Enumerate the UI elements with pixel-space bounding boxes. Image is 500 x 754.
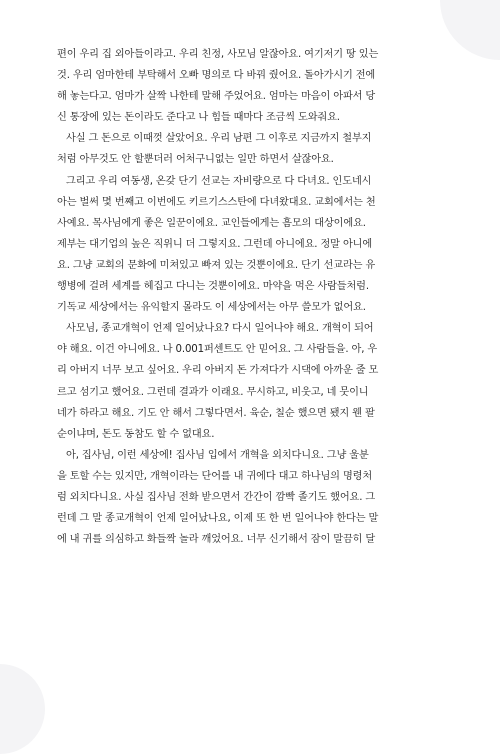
text-line: 사모님, 종교개혁이 언제 일어났나요? 다시 일어나야 해요. 개혁이 되어: [66, 323, 374, 335]
text-line: 사예요. 목사님에게 좋은 일꾼이에요. 교인들에게는 흠모의 대상이에요.: [57, 217, 366, 229]
paragraph-2: [57, 128, 455, 170]
text-line: 아는 벌써 몇 번째고 이번에도 키르기스스탄에 다녀왔대요. 교회에서는 천: [57, 196, 376, 208]
text-line: 처럼 아무것도 안 할뿐더러 어처구니없는 일만 하면서 살잖아요.: [57, 154, 334, 166]
text-line: 순이냐며, 돈도 동참도 할 수 없대요.: [57, 428, 215, 440]
text-line: 것. 우리 엄마한테 부탁해서 오빠 명의로 다 바꿔 줬어요. 돌아가시기 전에: [57, 70, 376, 82]
body-text: [57, 44, 455, 550]
paragraph-1: [57, 44, 455, 128]
text-line: 아, 집사님, 이런 세상에! 집사님 입에서 개혁을 외치다니요. 그냥 울분: [66, 449, 369, 461]
text-line: 네가 하라고 해요. 기도 안 해서 그렇다면서. 육순, 칠순 했으면 됐지 웬 팔: [57, 407, 375, 419]
text-line: 사실 그 돈으로 이때껏 살았어요. 우리 남편 그 이후로 지금까지 철부지: [66, 133, 372, 145]
paragraph-5: [57, 445, 455, 550]
text-line: 해 놓는다고. 엄마가 살짝 나한테 말해 주었어요. 엄마는 마음이 아파서 당: [57, 91, 376, 103]
decorative-circle-bottom-left: [0, 664, 45, 754]
text-line: 리 아버지 너무 보고 싶어요. 우리 아버지 돈 가져다가 시댁에 아까운 줄 모: [57, 365, 379, 377]
text-line: 요. 그냥 교회의 문화에 미쳐있고 빠져 있는 것뿐이에요. 단기 선교라는 유: [57, 259, 376, 271]
text-line: 그리고 우리 여동생, 온갖 단기 선교는 자비량으로 다 다녀요. 인도네시: [66, 175, 372, 187]
text-line: 럼 외치다니요. 사실 집사님 전화 받으면서 간간이 깜빡 졸기도 했어요. 그: [57, 491, 376, 503]
text-line: 기독교 세상에서는 유익할지 몰라도 이 세상에서는 아무 쓸모가 없어요.: [57, 302, 366, 314]
text-line: 런데 그 말 종교개혁이 언제 일어났나요, 이제 또 한 번 일어나야 한다는 말: [57, 513, 379, 525]
text-line: 에 내 귀를 의심하고 화들짝 놀라 깨었어요. 너무 신기해서 잠이 말끔히 달: [57, 534, 376, 546]
text-line: 을 토할 수는 있지만, 개혁이라는 단어를 내 귀에다 대고 하나님의 명령처: [57, 470, 373, 482]
text-line: 르고 섬기고 했어요. 그런데 결과가 이래요. 무시하고, 비웃고, 네 뭇이니: [57, 386, 369, 398]
paragraph-4: [57, 318, 455, 445]
text-line: 편이 우리 집 외아들이라고. 우리 친정, 사모님 알잖아요. 여기저기 땅 있는: [57, 49, 379, 60]
text-line: 행병에 걸려 세계를 헤집고 다니는 것뿐이에요. 마약을 먹은 사람들처럼.: [57, 281, 369, 293]
text-line: 신 통장에 있는 돈이라도 준다고 나 힘들 때마다 조금씩 도와줘요.: [57, 112, 340, 124]
paragraph-3: [57, 171, 455, 319]
text-line: 야 해요. 이건 아니에요. 나 0.001퍼센트도 안 믿어요. 그 사람들을. 아, 우: [57, 344, 378, 356]
text-line: 제부는 대기업의 높은 직위니 더 그렇지요. 그런데 아니에요. 정말 아니에: [57, 238, 373, 250]
